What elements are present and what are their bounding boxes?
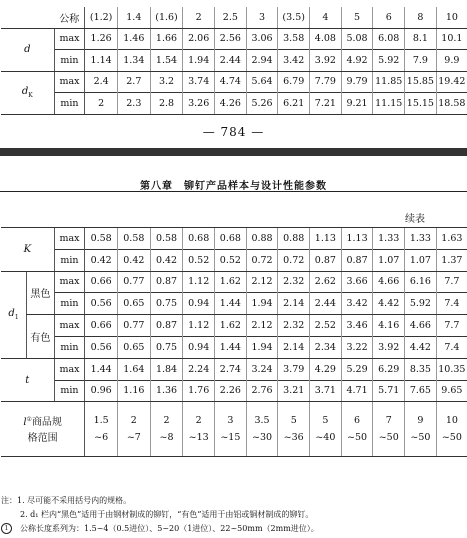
range-cell: 6 ~50 (341, 402, 373, 457)
value-cell: 1.66 (150, 28, 183, 50)
value-cell: 19.42 (436, 71, 467, 93)
length-range-row (1, 402, 467, 457)
value-cell: 4.26 (215, 93, 247, 115)
value-cell: 1.26 (85, 28, 118, 50)
value-cell: 1.54 (150, 50, 183, 72)
value-cell: 0.77 (117, 271, 150, 293)
value-cell: 9.79 (341, 71, 373, 93)
value-cell: 1.12 (183, 315, 215, 337)
value-cell: 2.76 (246, 380, 278, 402)
value-cell: 3.92 (373, 336, 405, 358)
nominal-cell: 3 (246, 7, 278, 28)
value-cell: 1.33 (405, 228, 437, 250)
value-cell: 0.52 (183, 249, 215, 271)
value-cell: 2.34 (310, 336, 342, 358)
value-cell: 2.74 (215, 358, 247, 380)
footnote-3: 1 公称长度系列为：1.5~4（0.5进位）、5~20（1进位）、22~50mm（2mm进位）。 (1, 522, 319, 536)
black-label: 黑色 (27, 271, 55, 315)
value-cell: 2.62 (310, 271, 342, 293)
t-min-row (1, 380, 467, 402)
d1-color-min-row (1, 336, 467, 358)
footnote-1: 注：1. 尽可能不采用括号内的规格。 (1, 496, 132, 505)
value-cell: 6.16 (405, 271, 437, 293)
value-cell: 3.92 (310, 50, 342, 72)
d1-black-min-row (1, 293, 467, 315)
nominal-cell: 4 (310, 7, 342, 28)
value-cell: 3.26 (183, 93, 215, 115)
d-max-row (1, 28, 467, 50)
value-cell: 1.07 (405, 249, 437, 271)
value-cell: 5.26 (246, 93, 278, 115)
value-cell: 1.62 (215, 315, 247, 337)
max-label: max (54, 271, 85, 293)
value-cell: 2 (85, 93, 118, 115)
value-cell: 7.4 (436, 336, 467, 358)
value-cell: 0.96 (85, 380, 118, 402)
value-cell: 7.65 (405, 380, 437, 402)
value-cell: 1.16 (117, 380, 150, 402)
color-label: 有色 (27, 315, 55, 359)
value-cell: 0.94 (183, 336, 215, 358)
value-cell: 4.42 (373, 293, 405, 315)
value-cell: 0.72 (278, 249, 310, 271)
value-cell: 1.46 (117, 28, 150, 50)
value-cell: 4.92 (341, 50, 373, 72)
nominal-cell: 2.5 (215, 7, 247, 28)
value-cell: 0.87 (341, 249, 373, 271)
value-cell: 8.1 (405, 28, 437, 50)
nominal-cell: 6 (373, 7, 405, 28)
value-cell: 15.15 (405, 93, 437, 115)
value-cell: 0.72 (246, 249, 278, 271)
range-cell: 2 ~8 (150, 402, 183, 457)
dimension-table-bottom (1, 227, 467, 457)
continued-label: 续表 (405, 214, 425, 225)
value-cell: 15.85 (405, 71, 437, 93)
value-cell: 0.56 (85, 336, 118, 358)
value-cell: 0.52 (215, 249, 247, 271)
value-cell: 6.21 (278, 93, 310, 115)
value-cell: 2.56 (215, 28, 247, 50)
nominal-cell: (1.6) (150, 7, 183, 28)
value-cell: 1.44 (85, 358, 118, 380)
value-cell: 0.87 (150, 271, 183, 293)
k-max-row (1, 228, 467, 250)
value-cell: 1.14 (85, 50, 118, 72)
value-cell: 5.71 (373, 380, 405, 402)
value-cell: 1.94 (183, 50, 215, 72)
range-cell: 2 ~13 (183, 402, 215, 457)
value-cell: 7.21 (310, 93, 342, 115)
nominal-cell: 8 (405, 7, 437, 28)
max-label: max (54, 315, 85, 337)
nominal-header: 公称 (54, 7, 85, 28)
value-cell: 0.66 (85, 271, 118, 293)
value-cell: 0.58 (117, 228, 150, 250)
value-cell: 1.84 (150, 358, 183, 380)
value-cell: 7.9 (405, 50, 437, 72)
value-cell: 11.15 (373, 93, 405, 115)
value-cell: 3.24 (246, 358, 278, 380)
value-cell: 2.94 (246, 50, 278, 72)
range-cell: 1.5 ~6 (85, 402, 118, 457)
value-cell: 2.12 (246, 315, 278, 337)
value-cell: 4.42 (405, 336, 437, 358)
value-cell: 0.88 (278, 228, 310, 250)
value-cell: 2.4 (85, 71, 118, 93)
nominal-cell: 10 (436, 7, 467, 28)
value-cell: 1.44 (215, 336, 247, 358)
value-cell: 0.75 (150, 336, 183, 358)
value-cell: 2.32 (278, 271, 310, 293)
value-cell: 2.12 (246, 271, 278, 293)
max-label: max (54, 71, 85, 93)
value-cell: 8.35 (405, 358, 437, 380)
footnotes (1, 494, 319, 536)
nominal-cell: 5 (341, 7, 373, 28)
nominal-cell: (1.2) (85, 7, 118, 28)
value-cell: 2.26 (215, 380, 247, 402)
value-cell: 2.3 (117, 93, 150, 115)
value-cell: 3.71 (310, 380, 342, 402)
value-cell: 1.62 (215, 271, 247, 293)
value-cell: 5.92 (373, 50, 405, 72)
value-cell: 1.94 (246, 293, 278, 315)
min-label: min (54, 93, 85, 115)
max-label: max (54, 358, 85, 380)
value-cell: 3.79 (278, 358, 310, 380)
min-label: min (54, 50, 85, 72)
value-cell: 0.75 (150, 293, 183, 315)
value-cell: 0.66 (85, 315, 118, 337)
nominal-cell: 1.4 (117, 7, 150, 28)
footnote-2: 2. d₁ 栏内“黑色”适用于由钢材制成的铆钉，“有色”适用于由铝或铜材制成的铆钉。 (20, 510, 314, 519)
param-label-k: K (1, 228, 54, 272)
value-cell: 1.36 (150, 380, 183, 402)
value-cell: 7.4 (436, 293, 467, 315)
value-cell: 1.33 (373, 228, 405, 250)
value-cell: 1.12 (183, 271, 215, 293)
value-cell: 0.58 (85, 228, 118, 250)
range-cell: 10 ~50 (436, 402, 467, 457)
chapter-title: 第八章 铆钉产品样本与设计性能参数 (140, 181, 327, 192)
value-cell: 1.64 (117, 358, 150, 380)
min-label: min (54, 380, 85, 402)
value-cell: 2.32 (278, 315, 310, 337)
value-cell: 10.1 (436, 28, 467, 50)
min-label: min (54, 336, 85, 358)
value-cell: 4.71 (341, 380, 373, 402)
param-label-d: d (1, 28, 54, 71)
value-cell: 4.66 (373, 271, 405, 293)
value-cell: 2.44 (215, 50, 247, 72)
value-cell: 9.65 (436, 380, 467, 402)
value-cell: 2.52 (310, 315, 342, 337)
value-cell: 1.44 (215, 293, 247, 315)
min-label: min (54, 249, 85, 271)
value-cell: 4.08 (310, 28, 342, 50)
value-cell: 10.35 (436, 358, 467, 380)
value-cell: 1.13 (341, 228, 373, 250)
nominal-row (1, 7, 467, 28)
d1-black-max-row (1, 271, 467, 293)
value-cell: 0.68 (215, 228, 247, 250)
value-cell: 5.08 (341, 28, 373, 50)
range-cell: 9 ~50 (405, 402, 437, 457)
value-cell: 0.58 (150, 228, 183, 250)
value-cell: 0.88 (246, 228, 278, 250)
nominal-cell: (3.5) (278, 7, 310, 28)
value-cell: 4.66 (405, 315, 437, 337)
value-cell: 1.37 (436, 249, 467, 271)
value-cell: 0.77 (117, 315, 150, 337)
value-cell: 0.94 (183, 293, 215, 315)
value-cell: 3.42 (278, 50, 310, 72)
page-number: — 784 — (202, 125, 265, 139)
d-min-row (1, 50, 467, 72)
value-cell: 3.06 (246, 28, 278, 50)
value-cell: 0.42 (117, 249, 150, 271)
value-cell: 0.87 (310, 249, 342, 271)
param-label-d1: $d_1$ (1, 271, 27, 358)
value-cell: 1.76 (183, 380, 215, 402)
value-cell: 3.66 (341, 271, 373, 293)
value-cell: 6.08 (373, 28, 405, 50)
range-cell: 5 ~40 (310, 402, 342, 457)
value-cell: 4.16 (373, 315, 405, 337)
range-cell: 3 ~15 (215, 402, 247, 457)
value-cell: 0.42 (150, 249, 183, 271)
value-cell: 0.65 (117, 336, 150, 358)
value-cell: 3.21 (278, 380, 310, 402)
value-cell: 6.29 (373, 358, 405, 380)
value-cell: 4.74 (215, 71, 247, 93)
value-cell: 3.22 (341, 336, 373, 358)
chapter-rule (0, 191, 467, 192)
value-cell: 5.64 (246, 71, 278, 93)
value-cell: 2.14 (278, 293, 310, 315)
param-label-dk: $d_K$ (1, 71, 54, 114)
range-cell: 3.5 ~30 (246, 402, 278, 457)
k-min-row (1, 249, 467, 271)
value-cell: 3.46 (341, 315, 373, 337)
dimension-table-top (1, 7, 467, 115)
range-cell: 5 ~36 (278, 402, 310, 457)
d1-color-max-row (1, 315, 467, 337)
range-cell: 2 ~7 (117, 402, 150, 457)
param-label-length-range: l①商品规 格范围 (1, 402, 85, 457)
value-cell: 1.13 (310, 228, 342, 250)
value-cell: 9.9 (436, 50, 467, 72)
value-cell: 1.07 (373, 249, 405, 271)
value-cell: 2.14 (278, 336, 310, 358)
range-cell: 7 ~50 (373, 402, 405, 457)
value-cell: 9.21 (341, 93, 373, 115)
value-cell: 18.58 (436, 93, 467, 115)
value-cell: 3.74 (183, 71, 215, 93)
value-cell: 7.79 (310, 71, 342, 93)
value-cell: 5.29 (341, 358, 373, 380)
value-cell: 0.65 (117, 293, 150, 315)
nominal-cell: 2 (183, 7, 215, 28)
value-cell: 0.56 (85, 293, 118, 315)
circled-one-icon: 1 (1, 523, 12, 534)
value-cell: 1.94 (246, 336, 278, 358)
value-cell: 5.92 (405, 293, 437, 315)
value-cell: 1.63 (436, 228, 467, 250)
page-separator-bar (0, 148, 467, 156)
dk-max-row (1, 71, 467, 93)
value-cell: 0.87 (150, 315, 183, 337)
value-cell: 2.06 (183, 28, 215, 50)
t-max-row (1, 358, 467, 380)
value-cell: 2.8 (150, 93, 183, 115)
value-cell: 0.68 (183, 228, 215, 250)
value-cell: 3.58 (278, 28, 310, 50)
value-cell: 1.34 (117, 50, 150, 72)
value-cell: 2.7 (117, 71, 150, 93)
value-cell: 0.42 (85, 249, 118, 271)
max-label: max (54, 28, 85, 50)
value-cell: 4.29 (310, 358, 342, 380)
value-cell: 7.7 (436, 315, 467, 337)
min-label: min (54, 293, 85, 315)
max-label: max (54, 228, 85, 250)
value-cell: 2.44 (310, 293, 342, 315)
param-label-t: t (1, 358, 54, 402)
dk-min-row (1, 93, 467, 115)
value-cell: 7.7 (436, 271, 467, 293)
value-cell: 2.24 (183, 358, 215, 380)
value-cell: 6.79 (278, 71, 310, 93)
value-cell: 3.2 (150, 71, 183, 93)
value-cell: 11.85 (373, 71, 405, 93)
value-cell: 3.42 (341, 293, 373, 315)
